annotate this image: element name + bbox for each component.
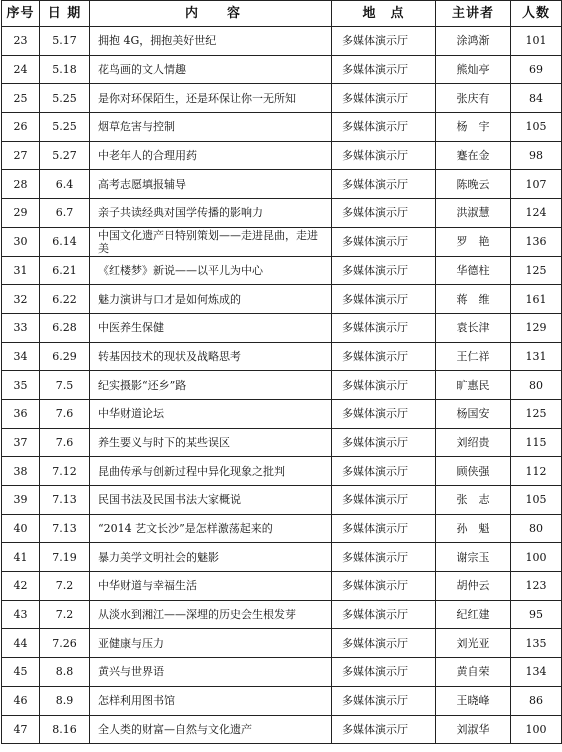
cell-count: 134 (511, 658, 562, 687)
cell-place: 多媒体演示厅 (332, 84, 436, 113)
cell-speaker: 张 志 (436, 486, 511, 515)
cell-no: 39 (2, 486, 40, 515)
cell-topic: 魅力演讲与口才是如何炼成的 (90, 285, 332, 314)
cell-no: 32 (2, 285, 40, 314)
table-row (2, 486, 562, 515)
cell-date: 5.17 (40, 27, 90, 56)
table-row (2, 227, 562, 256)
table-row (2, 543, 562, 572)
table-row (2, 113, 562, 142)
cell-date: 6.7 (40, 199, 90, 228)
cell-no: 41 (2, 543, 40, 572)
cell-count: 125 (511, 256, 562, 285)
cell-place: 多媒体演示厅 (332, 514, 436, 543)
cell-count: 123 (511, 572, 562, 601)
table-row (2, 715, 562, 744)
cell-topic: 亲子共读经典对国学传播的影响力 (90, 199, 332, 228)
table-row (2, 686, 562, 715)
lecture-schedule-table (1, 0, 562, 744)
cell-topic: 烟草危害与控制 (90, 113, 332, 142)
cell-speaker: 熊灿亭 (436, 55, 511, 84)
header-topic: 内 容 (90, 1, 332, 27)
cell-topic: 花鸟画的文人情趣 (90, 55, 332, 84)
cell-topic: 亚健康与压力 (90, 629, 332, 658)
table-row (2, 572, 562, 601)
cell-place: 多媒体演示厅 (332, 285, 436, 314)
header-row (2, 1, 562, 27)
cell-date: 7.12 (40, 457, 90, 486)
cell-place: 多媒体演示厅 (332, 113, 436, 142)
table-row (2, 199, 562, 228)
table-row (2, 600, 562, 629)
cell-count: 80 (511, 514, 562, 543)
table-row (2, 170, 562, 199)
cell-topic: 中医养生保健 (90, 313, 332, 342)
cell-no: 34 (2, 342, 40, 371)
table-row (2, 27, 562, 56)
cell-place: 多媒体演示厅 (332, 572, 436, 601)
cell-date: 7.13 (40, 486, 90, 515)
cell-no: 35 (2, 371, 40, 400)
cell-no: 26 (2, 113, 40, 142)
cell-count: 86 (511, 686, 562, 715)
cell-no: 47 (2, 715, 40, 744)
header-no: 序号 (2, 1, 40, 27)
cell-count: 98 (511, 141, 562, 170)
table-row (2, 342, 562, 371)
cell-date: 6.22 (40, 285, 90, 314)
cell-date: 8.8 (40, 658, 90, 687)
cell-date: 5.27 (40, 141, 90, 170)
cell-no: 28 (2, 170, 40, 199)
cell-topic: “2014 艺文长沙”是怎样激荡起来的 (90, 514, 332, 543)
table-row (2, 399, 562, 428)
cell-topic: 《红楼梦》新说——以平儿为中心 (90, 256, 332, 285)
cell-speaker: 王晓峰 (436, 686, 511, 715)
cell-speaker: 洪淑慧 (436, 199, 511, 228)
cell-place: 多媒体演示厅 (332, 428, 436, 457)
header-count: 人数 (511, 1, 562, 27)
cell-place: 多媒体演示厅 (332, 399, 436, 428)
cell-no: 33 (2, 313, 40, 342)
cell-no: 43 (2, 600, 40, 629)
cell-no: 25 (2, 84, 40, 113)
cell-place: 多媒体演示厅 (332, 600, 436, 629)
cell-no: 37 (2, 428, 40, 457)
header-date: 日 期 (40, 1, 90, 27)
cell-place: 多媒体演示厅 (332, 715, 436, 744)
table-row (2, 629, 562, 658)
cell-count: 100 (511, 715, 562, 744)
cell-speaker: 蹇在金 (436, 141, 511, 170)
table-row (2, 141, 562, 170)
cell-place: 多媒体演示厅 (332, 227, 436, 256)
cell-topic: 全人类的财富—自然与文化遗产 (90, 715, 332, 744)
cell-speaker: 胡仲云 (436, 572, 511, 601)
cell-speaker: 孙 魁 (436, 514, 511, 543)
cell-place: 多媒体演示厅 (332, 486, 436, 515)
cell-topic: 是你对环保陌生，还是环保让你一无所知 (90, 84, 332, 113)
cell-speaker: 黄自荣 (436, 658, 511, 687)
cell-count: 124 (511, 199, 562, 228)
cell-no: 42 (2, 572, 40, 601)
cell-topic: 昆曲传承与创新过程中异化现象之批判 (90, 457, 332, 486)
cell-topic: 暴力美学文明社会的魅影 (90, 543, 332, 572)
cell-speaker: 刘淑华 (436, 715, 511, 744)
cell-topic: 拥抱 4G，拥抱美好世纪 (90, 27, 332, 56)
cell-count: 69 (511, 55, 562, 84)
cell-no: 44 (2, 629, 40, 658)
cell-count: 95 (511, 600, 562, 629)
header-place: 地 点 (332, 1, 436, 27)
cell-speaker: 王仁祥 (436, 342, 511, 371)
cell-count: 105 (511, 486, 562, 515)
cell-place: 多媒体演示厅 (332, 686, 436, 715)
header-speaker: 主讲者 (436, 1, 511, 27)
cell-place: 多媒体演示厅 (332, 457, 436, 486)
cell-topic: 怎样利用图书馆 (90, 686, 332, 715)
cell-date: 7.2 (40, 600, 90, 629)
cell-date: 7.6 (40, 399, 90, 428)
cell-speaker: 陈晚云 (436, 170, 511, 199)
cell-speaker: 涂鸿渐 (436, 27, 511, 56)
cell-count: 129 (511, 313, 562, 342)
table-row (2, 514, 562, 543)
cell-topic: 养生要义与时下的某些误区 (90, 428, 332, 457)
cell-count: 80 (511, 371, 562, 400)
cell-no: 45 (2, 658, 40, 687)
table-row (2, 658, 562, 687)
cell-date: 6.28 (40, 313, 90, 342)
cell-no: 27 (2, 141, 40, 170)
cell-count: 135 (511, 629, 562, 658)
cell-place: 多媒体演示厅 (332, 55, 436, 84)
cell-count: 101 (511, 27, 562, 56)
cell-topic: 中国文化遗产日特别策划——走进昆曲，走进美 (90, 227, 332, 256)
cell-count: 136 (511, 227, 562, 256)
table-row (2, 84, 562, 113)
cell-date: 6.29 (40, 342, 90, 371)
cell-date: 7.6 (40, 428, 90, 457)
cell-date: 7.5 (40, 371, 90, 400)
cell-place: 多媒体演示厅 (332, 342, 436, 371)
cell-topic: 纪实摄影“还乡”路 (90, 371, 332, 400)
cell-count: 125 (511, 399, 562, 428)
cell-topic: 中华财道与幸福生活 (90, 572, 332, 601)
cell-count: 161 (511, 285, 562, 314)
cell-topic: 民国书法及民国书法大家概说 (90, 486, 332, 515)
cell-count: 105 (511, 113, 562, 142)
cell-no: 30 (2, 227, 40, 256)
cell-place: 多媒体演示厅 (332, 170, 436, 199)
cell-speaker: 袁长津 (436, 313, 511, 342)
table-row (2, 313, 562, 342)
cell-speaker: 纪红建 (436, 600, 511, 629)
cell-topic: 中华财道论坛 (90, 399, 332, 428)
cell-date: 8.16 (40, 715, 90, 744)
cell-topic: 转基因技术的现状及战略思考 (90, 342, 332, 371)
cell-speaker: 杨国安 (436, 399, 511, 428)
cell-date: 5.25 (40, 113, 90, 142)
cell-count: 115 (511, 428, 562, 457)
cell-speaker: 刘绍贵 (436, 428, 511, 457)
table-row (2, 457, 562, 486)
cell-place: 多媒体演示厅 (332, 256, 436, 285)
cell-count: 112 (511, 457, 562, 486)
table-row (2, 285, 562, 314)
cell-date: 7.2 (40, 572, 90, 601)
cell-speaker: 顾侠强 (436, 457, 511, 486)
cell-date: 6.14 (40, 227, 90, 256)
cell-no: 29 (2, 199, 40, 228)
cell-speaker: 罗 艳 (436, 227, 511, 256)
cell-date: 5.18 (40, 55, 90, 84)
table-row (2, 428, 562, 457)
cell-place: 多媒体演示厅 (332, 629, 436, 658)
cell-no: 40 (2, 514, 40, 543)
cell-place: 多媒体演示厅 (332, 658, 436, 687)
cell-no: 24 (2, 55, 40, 84)
cell-speaker: 谢宗玉 (436, 543, 511, 572)
table-row (2, 256, 562, 285)
cell-date: 8.9 (40, 686, 90, 715)
table-row (2, 371, 562, 400)
cell-no: 23 (2, 27, 40, 56)
cell-place: 多媒体演示厅 (332, 27, 436, 56)
cell-topic: 黄兴与世界语 (90, 658, 332, 687)
cell-date: 6.21 (40, 256, 90, 285)
cell-date: 5.25 (40, 84, 90, 113)
cell-no: 31 (2, 256, 40, 285)
cell-date: 7.26 (40, 629, 90, 658)
cell-date: 7.19 (40, 543, 90, 572)
cell-date: 7.13 (40, 514, 90, 543)
cell-count: 131 (511, 342, 562, 371)
cell-count: 100 (511, 543, 562, 572)
cell-speaker: 张庆有 (436, 84, 511, 113)
cell-topic: 中老年人的合理用药 (90, 141, 332, 170)
cell-place: 多媒体演示厅 (332, 313, 436, 342)
cell-speaker: 杨 宇 (436, 113, 511, 142)
cell-no: 46 (2, 686, 40, 715)
cell-place: 多媒体演示厅 (332, 543, 436, 572)
table-row (2, 55, 562, 84)
cell-count: 107 (511, 170, 562, 199)
cell-speaker: 华德柱 (436, 256, 511, 285)
cell-speaker: 蒋 维 (436, 285, 511, 314)
cell-speaker: 旷惠民 (436, 371, 511, 400)
cell-topic: 高考志愿填报辅导 (90, 170, 332, 199)
cell-place: 多媒体演示厅 (332, 371, 436, 400)
cell-no: 36 (2, 399, 40, 428)
cell-count: 84 (511, 84, 562, 113)
table-body (2, 27, 562, 744)
cell-place: 多媒体演示厅 (332, 199, 436, 228)
cell-speaker: 刘光亚 (436, 629, 511, 658)
cell-date: 6.4 (40, 170, 90, 199)
cell-topic: 从淡水到湘江——深埋的历史会生根发芽 (90, 600, 332, 629)
cell-no: 38 (2, 457, 40, 486)
cell-place: 多媒体演示厅 (332, 141, 436, 170)
